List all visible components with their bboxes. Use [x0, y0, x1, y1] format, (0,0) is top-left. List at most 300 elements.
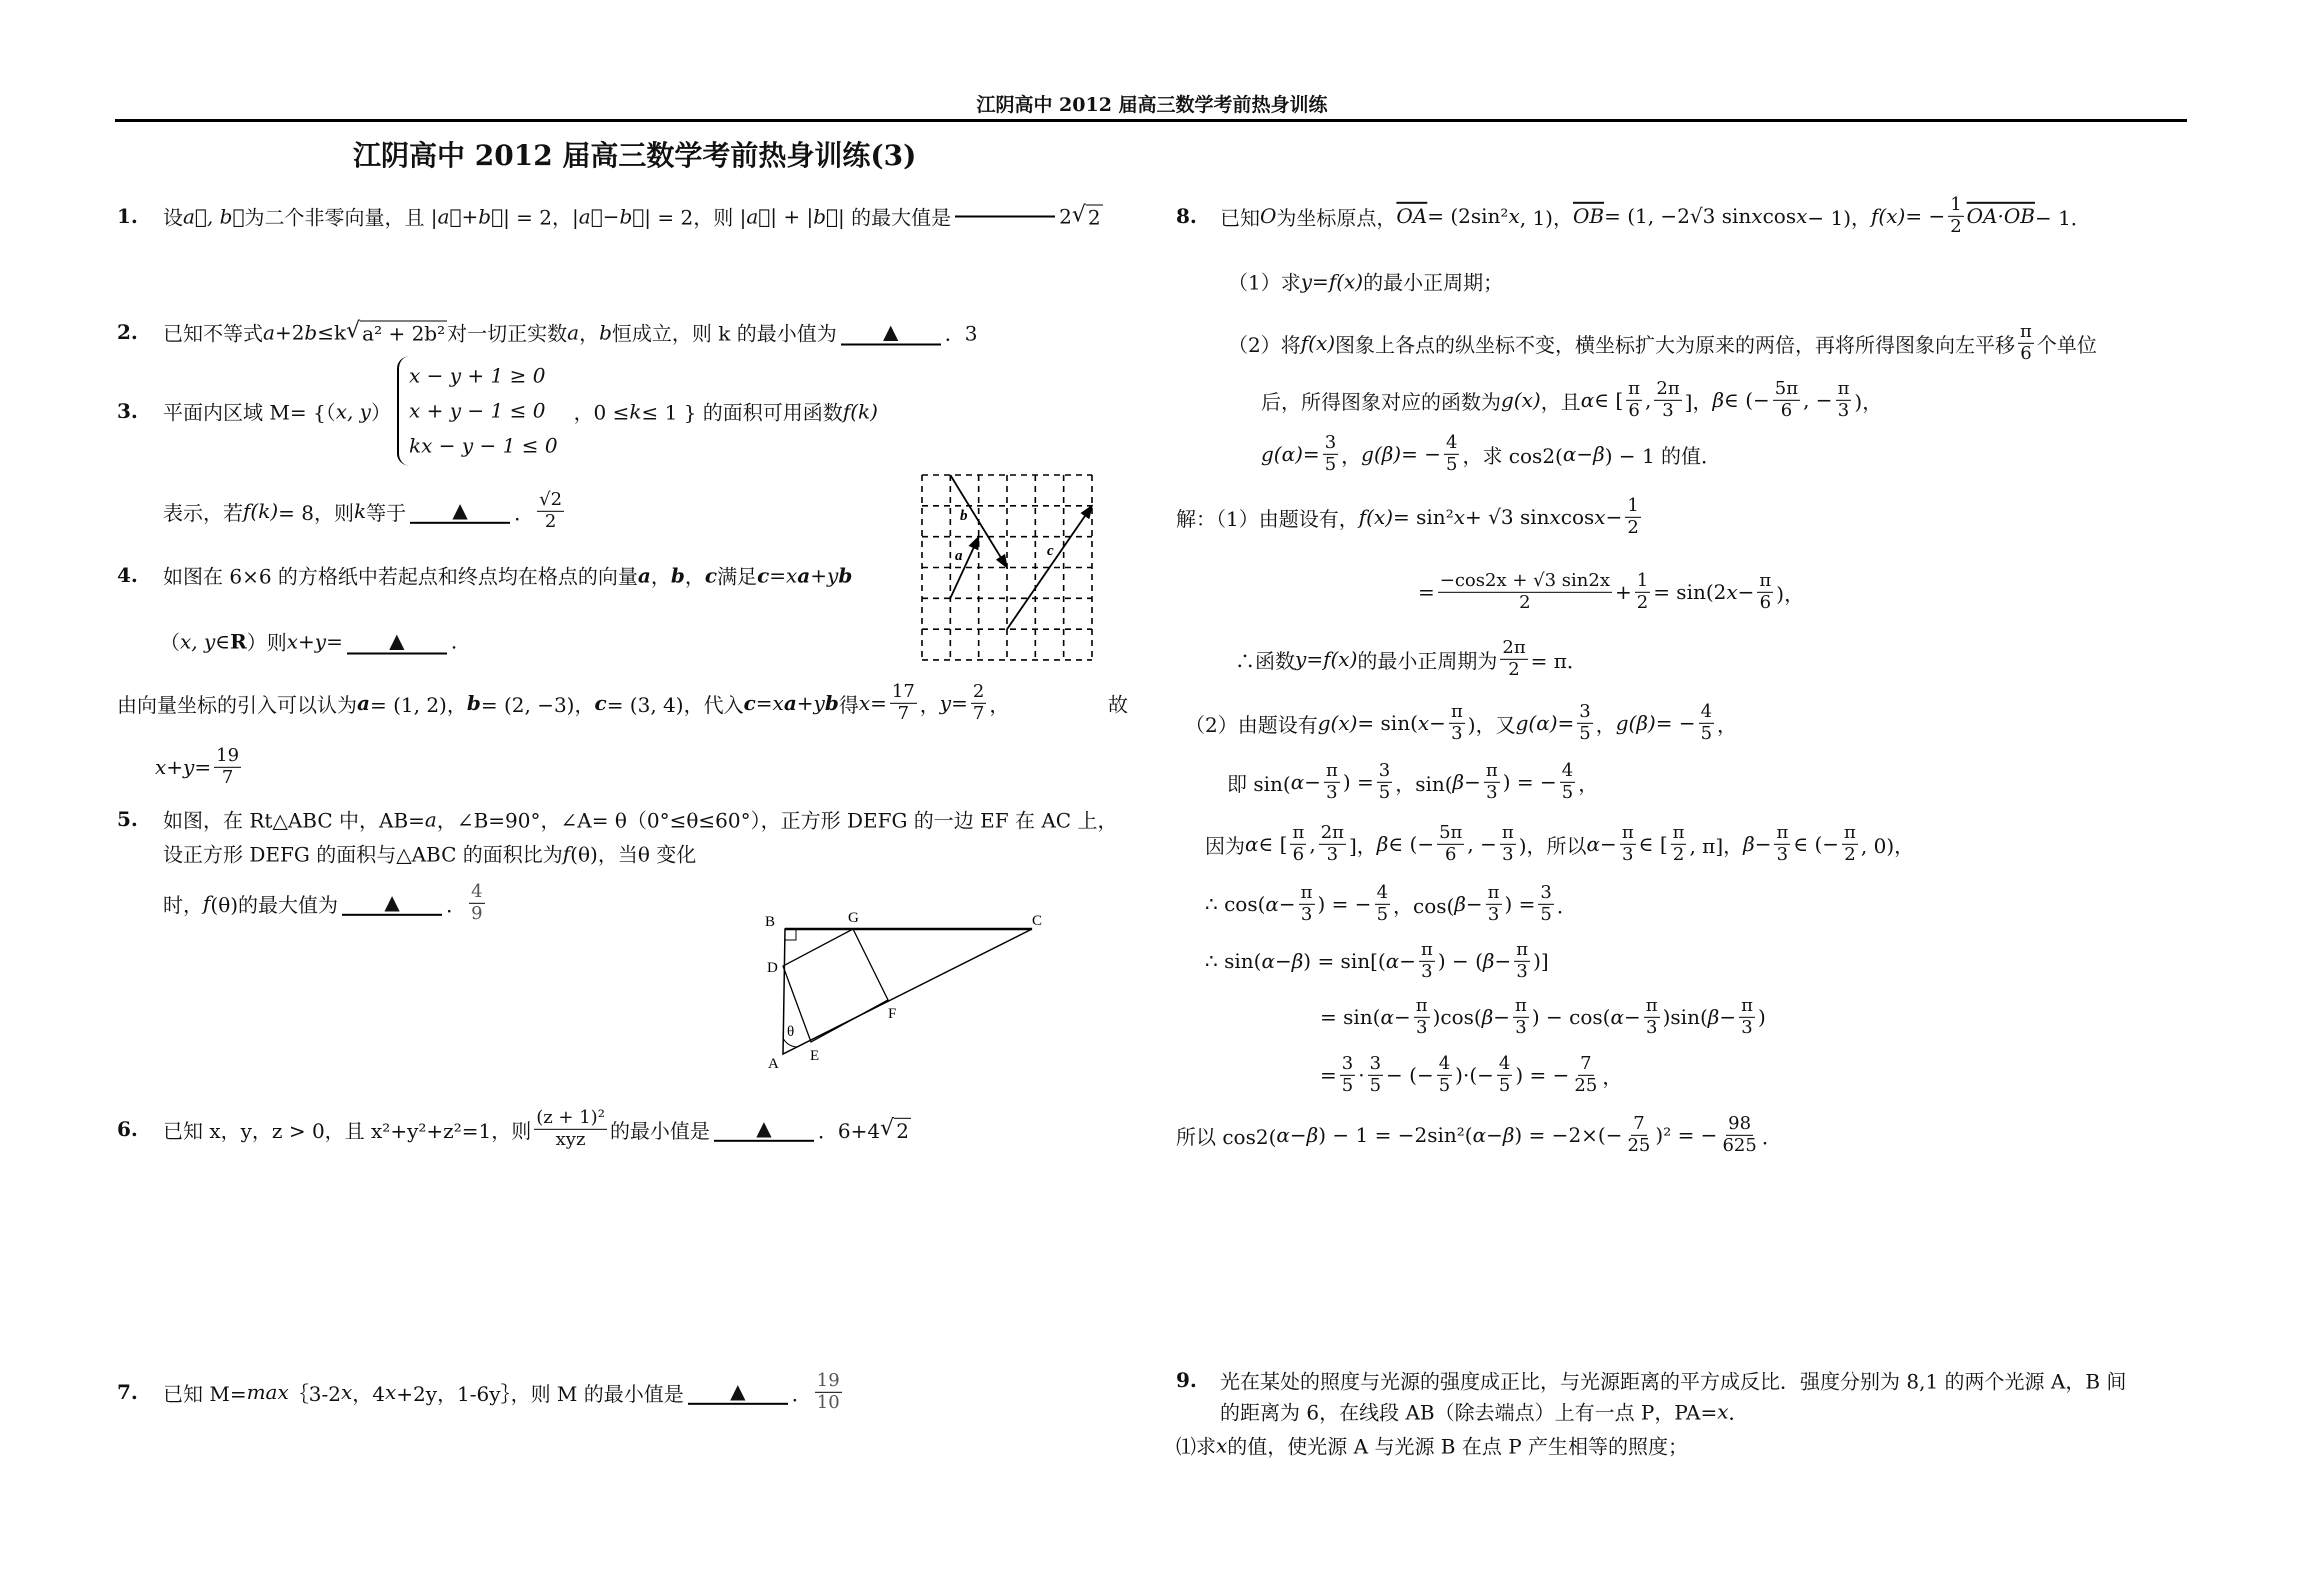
denominator: 6 [1759, 591, 1772, 613]
text-run: = sin( [1357, 711, 1418, 735]
text-run: 如图在 6×6 的方格纸中若起点和终点均在格点的向量 [163, 564, 638, 589]
question-8-part-2-line-2 [1261, 379, 1882, 421]
text-run: = [755, 691, 773, 715]
question-number: 2. [117, 320, 138, 344]
text-run: ，4 [352, 1381, 385, 1406]
question-number: 6. [117, 1117, 138, 1141]
math-italic: O [1260, 204, 1277, 228]
fraction [971, 682, 986, 724]
math-italic: x [1796, 204, 1808, 228]
text-run: , − [1803, 388, 1833, 412]
math-italic: β [1482, 949, 1495, 973]
denominator: 2 [1844, 843, 1856, 865]
text-run: 即 sin( [1227, 771, 1291, 796]
vector-symbol: c [594, 691, 607, 715]
math-italic: k [353, 499, 367, 523]
text-run: ． [514, 500, 535, 525]
numerator: 3 [1540, 881, 1552, 903]
numerator: π [2020, 320, 2032, 342]
text-run: + √3 sin [1465, 505, 1550, 529]
numerator: 7 [1580, 1052, 1592, 1074]
text-run: 光在某处的照度与光源的强度成正比，与光源距离的平方成反比．强度分别为 8,1 的两个光源 A，B 间 [1220, 1369, 2127, 1394]
fraction [1572, 1054, 1599, 1096]
denominator: 5 [1579, 722, 1591, 744]
math-italic: y [314, 629, 327, 653]
math-bold: R [230, 629, 247, 653]
text-run: − [1278, 892, 1296, 916]
fraction [1948, 195, 1963, 237]
fraction [1290, 823, 1306, 865]
fraction [1414, 996, 1430, 1038]
text-run: ）则 [246, 630, 287, 655]
question-6 [163, 1108, 911, 1150]
numerator: π [1759, 569, 1772, 591]
math-italic: a [567, 320, 580, 344]
fraction [2018, 322, 2034, 364]
text-run: ) = −2×(− [1514, 1123, 1623, 1147]
vector-b-label: b [960, 508, 968, 524]
denominator: 2 [1627, 516, 1639, 538]
math-italic: α [1580, 388, 1595, 412]
numerator: 4 [1561, 759, 1574, 781]
text-run: = [951, 691, 968, 715]
inequality: x + y − 1 ≤ 0 [408, 398, 546, 423]
question-number: 9. [1176, 1368, 1197, 1392]
fraction [1836, 379, 1852, 421]
text-run: − [1737, 580, 1755, 604]
text-run: ∈ (− [1388, 832, 1435, 856]
math-italic: x [1717, 1399, 1729, 1423]
label-A: A [768, 1056, 779, 1072]
solution-8-step-1 [1176, 496, 1644, 538]
math-italic: x [1417, 711, 1430, 735]
vector-c-label: c [1047, 543, 1054, 559]
fraction [1757, 571, 1773, 613]
text-run: 平面内区域 M= {（ [163, 400, 336, 425]
denominator: 3 [1486, 781, 1498, 803]
solution-8-step-2 [1418, 571, 1804, 613]
math-italic: g(β) [1615, 711, 1656, 735]
text-run: − [1576, 442, 1594, 466]
text-run: ) = sin[( [1303, 949, 1386, 973]
text-run: 设正方形 DEFG 的面积与△ABC 的面积比为 [163, 842, 563, 867]
denominator: 5 [1438, 1074, 1451, 1096]
text-run: = [769, 563, 787, 587]
text-run: ， [1578, 771, 1599, 796]
text-run: 得 [838, 692, 859, 717]
text-run: 对一切正实数 [447, 321, 568, 346]
text-run: , 0)， [1860, 833, 1915, 858]
numerator: 1 [1950, 193, 1962, 215]
solution-8-step-10 [1320, 1054, 1622, 1096]
text-run: ．6+4 [817, 1118, 881, 1143]
math-italic: α [1265, 892, 1279, 916]
text-run: ) − 1 的值． [1604, 443, 1722, 468]
denominator: 3 [1326, 843, 1339, 865]
label-theta: θ [787, 1024, 795, 1040]
text-run: （ [160, 630, 180, 655]
math-italic: a [424, 807, 437, 831]
text-run: ∈ [215, 629, 231, 653]
fraction [1497, 1054, 1512, 1096]
numerator: 3 [1369, 1052, 1382, 1074]
text-run: ，且 [1540, 389, 1581, 414]
question-number: 4. [117, 563, 138, 587]
math-italic: β [1291, 949, 1304, 973]
vector-symbol: a [357, 691, 370, 715]
math-italic: α [1385, 949, 1400, 973]
vector-symbol: b [466, 691, 481, 715]
text-run: | = 2，| [503, 205, 579, 230]
fraction [1560, 761, 1575, 803]
question-9 [1220, 1366, 2126, 1395]
math-italic: α [1586, 832, 1601, 856]
text-run: 恒成立，则 k 的最小值为 [611, 321, 837, 346]
numerator: 17 [891, 680, 915, 702]
numerator: π [1300, 881, 1313, 903]
vector-symbol: a [637, 563, 651, 587]
math-italic: β [1306, 1123, 1319, 1147]
fraction [469, 882, 484, 924]
text-run: ) − 1 = −2sin²( [1318, 1123, 1473, 1147]
math-italic: x [786, 563, 798, 587]
text-run: )sin( [1662, 1005, 1708, 1029]
denominator: 2 [1950, 215, 1962, 237]
fraction [1444, 433, 1459, 475]
text-run: )² = − [1655, 1123, 1718, 1147]
math-italic: a⃗ [437, 204, 462, 228]
math-italic: x [155, 755, 167, 779]
math-italic: x [1549, 505, 1561, 529]
vector-overline: OA·OB [1966, 204, 2035, 228]
math-italic: b [304, 320, 318, 344]
question-8-part-2-line-3 [1261, 433, 1721, 475]
fraction [1513, 996, 1529, 1038]
text-run: ｛3-2 [288, 1381, 341, 1406]
denominator: 10 [816, 1391, 840, 1413]
vector-symbol: b [824, 691, 839, 715]
text-run: − [1494, 949, 1512, 973]
text-run: + [166, 755, 184, 779]
denominator: 3 [1622, 843, 1634, 865]
fraction [1437, 823, 1464, 865]
text-run: ) = [1504, 892, 1536, 916]
math-italic: β [1452, 770, 1465, 794]
numerator: π [1487, 881, 1500, 903]
fraction [1368, 1054, 1383, 1096]
math-italic: x [772, 691, 784, 715]
denominator: 3 [1502, 843, 1514, 865]
fraction [1377, 761, 1392, 803]
text-run: = [326, 629, 343, 653]
text-run: ， [919, 692, 940, 717]
numerator: 2 [972, 680, 985, 702]
math-italic: α [1472, 1123, 1487, 1147]
denominator: 5 [1498, 1074, 1511, 1096]
vector-a-label: a [955, 548, 963, 564]
numerator: 4 [1446, 431, 1458, 453]
fraction [1299, 883, 1315, 925]
fraction [1699, 702, 1714, 744]
fraction [1323, 433, 1338, 475]
text-run: ∈ (− [1793, 832, 1840, 856]
label-D: D [767, 960, 778, 976]
fraction [1514, 940, 1530, 982]
fraction [1654, 379, 1681, 421]
numerator: π [1645, 994, 1658, 1016]
math-italic: f(x) [1328, 269, 1364, 293]
numerator: π [1450, 700, 1463, 722]
text-run: . [450, 629, 458, 653]
text-run: ．3 [944, 321, 978, 346]
text-run: )cos( [1432, 1005, 1482, 1029]
text-run: = [1306, 647, 1324, 671]
math-italic: α [1610, 1005, 1624, 1029]
math-italic: α [1562, 442, 1577, 466]
text-run: , [1645, 388, 1652, 412]
numerator: π [1628, 377, 1641, 399]
numerator: π [1844, 821, 1856, 843]
denominator: 5 [1324, 453, 1337, 475]
fraction [1774, 823, 1790, 865]
text-run: = π． [1530, 648, 1587, 673]
text-run: = − [1905, 204, 1946, 228]
fraction [1644, 996, 1660, 1038]
text-run: = 8，则 [278, 500, 354, 525]
label-B: B [765, 914, 776, 930]
numerator: 3 [1579, 700, 1591, 722]
fraction [1486, 883, 1502, 925]
math-italic: y [827, 563, 839, 587]
text-run: cos [1560, 505, 1595, 529]
solution-8-step-3 [1235, 638, 1587, 680]
text-run: ，∠B=90°，∠A= θ（0°≤θ≤60°），正方形 DEFG 的一边 EF 在 AC 上， [436, 808, 1118, 833]
question-5 [163, 805, 1117, 834]
math-italic: β [1454, 892, 1466, 916]
text-run: − 1)， [1807, 205, 1872, 230]
text-run: = sin(2 [1653, 580, 1727, 604]
text-run: | + | [770, 204, 814, 228]
fraction [537, 490, 564, 532]
text-run: ． [446, 892, 467, 917]
text-run: ，cos( [1393, 893, 1455, 918]
denominator: 5 [1561, 781, 1574, 803]
text-run: 2 [1059, 204, 1072, 228]
text-run: 为坐标原点， [1276, 205, 1397, 230]
text-run: ) = − [1317, 892, 1372, 916]
numerator: 4 [1438, 1052, 1451, 1074]
text-run: ∈ [ [1638, 832, 1668, 856]
fraction [1620, 823, 1636, 865]
math-italic: y [813, 691, 825, 715]
math-italic: α [1261, 949, 1275, 973]
math-italic: x [1751, 204, 1763, 228]
text-run: （2）将 [1228, 332, 1301, 357]
math-italic: β [1502, 1123, 1515, 1147]
text-run: 的距离为 6，在线段 AB（除去端点）上有一点 P，PA= [1220, 1400, 1718, 1425]
text-run: + [796, 691, 814, 715]
text-run: 为二个非零向量，且 | [244, 205, 438, 230]
denominator: 3 [1300, 903, 1313, 925]
denominator: 5 [1369, 1074, 1382, 1096]
answer-blank [955, 215, 1055, 217]
denominator: 7 [972, 702, 985, 724]
math-italic: max [246, 1380, 289, 1404]
fraction [1419, 940, 1435, 982]
text-run: 故 [1108, 692, 1128, 717]
numerator: (z + 1)² [536, 1106, 605, 1128]
text-run: − [1465, 892, 1483, 916]
answer-blank: ▲ [841, 319, 941, 345]
text-run: − [1486, 1123, 1503, 1147]
text-run: 的最小值是 [609, 1118, 710, 1143]
vector-overline: $\overline{OB}$ [1572, 204, 1605, 228]
question-4-continued [160, 627, 457, 656]
fraction [1842, 823, 1858, 865]
text-run: | = 2，则 | [644, 205, 747, 230]
radicand: 2 [1087, 205, 1101, 230]
denominator: 5 [1446, 453, 1458, 475]
text-run: ) = − [1502, 770, 1557, 794]
solution-4-result [155, 746, 244, 788]
denominator: 6 [1292, 843, 1305, 865]
math-italic: x, y [180, 629, 216, 653]
math-italic: f(x) [1871, 204, 1906, 228]
grid-figure [922, 475, 1094, 661]
vector-a [950, 537, 978, 599]
math-italic: β [1743, 832, 1755, 856]
text-run: 表示，若 [163, 500, 243, 525]
text-run: ） [370, 400, 391, 425]
denominator: 25 [1627, 1134, 1651, 1156]
math-italic: β [1376, 832, 1389, 856]
text-run: ∈ [ [1594, 388, 1624, 412]
vector-symbol: b [838, 563, 853, 587]
vector-symbol: c [743, 691, 756, 715]
text-run: 由向量坐标的引入可以认为 [117, 692, 357, 717]
numerator: π [1837, 377, 1850, 399]
question-5-answer-line [163, 882, 488, 924]
numerator: π [1672, 821, 1685, 843]
math-italic: f(k) [842, 399, 878, 423]
denominator: 6 [1445, 843, 1457, 865]
text-run: ． [1556, 893, 1577, 918]
numerator: 5π [1439, 821, 1463, 843]
numerator: 4 [471, 880, 483, 902]
label-G: G [848, 910, 859, 926]
text-run: 满足 [717, 564, 758, 589]
text-run: 的最小正周期； [1363, 270, 1504, 295]
text-run: ⑴求 [1176, 1434, 1216, 1459]
math-italic: a⃗ [578, 204, 603, 228]
text-run: ]， [1348, 833, 1377, 858]
numerator: π [1501, 821, 1514, 843]
question-1 [163, 202, 1103, 231]
denominator: 25 [1574, 1074, 1598, 1096]
solution-8-step-6 [1205, 823, 1914, 865]
answer-blank: ▲ [342, 890, 442, 916]
numerator: π [1325, 759, 1338, 781]
denominator: 3 [1487, 903, 1500, 925]
text-run: 等于 [366, 500, 407, 525]
math-italic: x [1216, 1433, 1228, 1457]
denominator: xyz [555, 1128, 586, 1150]
text-run: ，sin( [1395, 771, 1453, 796]
radicand: a² + 2b² [362, 321, 446, 346]
solution-8-step-5 [1227, 761, 1598, 803]
numerator: π [1415, 994, 1428, 1016]
answer-blank: ▲ [714, 1116, 814, 1142]
question-3-continued [163, 490, 567, 532]
denominator: 2 [1636, 591, 1649, 613]
numerator: −cos2x + √3 sin2x [1439, 569, 1610, 591]
math-italic: β [1707, 1005, 1720, 1029]
text-run: 时， [163, 892, 203, 917]
text-run: 已知不等式 [163, 321, 263, 346]
fraction [1739, 996, 1755, 1038]
text-run: +2y，1-6y｝，则 M 的最小值是 [396, 1381, 684, 1406]
vector-symbol: b [670, 563, 685, 587]
math-italic: α [1245, 832, 1259, 856]
solution-4 [117, 682, 1009, 724]
math-italic: x [1594, 505, 1606, 529]
fraction [1577, 702, 1592, 744]
text-run: 图象上各点的纵坐标不变，横坐标扩大为原来的两倍，再将所得图象向左平移 [1335, 332, 2016, 357]
math-italic: g(x) [1317, 711, 1358, 735]
text-run: ) − cos( [1531, 1005, 1611, 1029]
sqrt-expression [880, 1116, 911, 1143]
text-run: (θ)，当θ 变化 [570, 842, 697, 867]
question-4 [163, 561, 852, 590]
math-italic: b [599, 320, 612, 344]
math-italic: f(x) [1323, 647, 1358, 671]
label-C: C [1032, 913, 1043, 929]
math-italic: α [1380, 1005, 1394, 1029]
numerator: 19 [216, 744, 240, 766]
denominator: 6 [1780, 399, 1793, 421]
text-run: ， [1341, 443, 1362, 468]
fraction [1324, 761, 1340, 803]
text-run: = (3, 4)，代入 [606, 692, 744, 717]
text-run: ， [1595, 712, 1616, 737]
label-F: F [888, 1006, 897, 1022]
text-run: ∈ [ [1258, 832, 1288, 856]
solution-8-step-7 [1205, 883, 1577, 925]
math-italic: f [562, 841, 571, 865]
numerator: π [1485, 759, 1498, 781]
math-italic: f(k) [243, 499, 279, 523]
fraction [1720, 1114, 1758, 1156]
denominator: 3 [1645, 1016, 1658, 1038]
question-number: 1. [117, 204, 138, 228]
numerator: 4 [1498, 1052, 1511, 1074]
question-number: 8. [1176, 204, 1197, 228]
text-run: = − [1655, 711, 1696, 735]
inequality: x − y + 1 ≥ 0 [408, 363, 546, 388]
text-run: 个单位 [2036, 332, 2097, 357]
text-run: = [1320, 1063, 1337, 1087]
text-run: ) = [1342, 770, 1374, 794]
math-italic: g(β) [1361, 442, 1402, 466]
math-italic: a [263, 320, 275, 344]
fraction [1635, 571, 1650, 613]
math-italic: b⃗ [619, 204, 645, 228]
numerator: π [1292, 821, 1305, 843]
math-italic: g(α) [1515, 711, 1558, 735]
fraction [214, 746, 241, 788]
math-italic: β [1593, 442, 1605, 466]
fraction [1773, 379, 1800, 421]
